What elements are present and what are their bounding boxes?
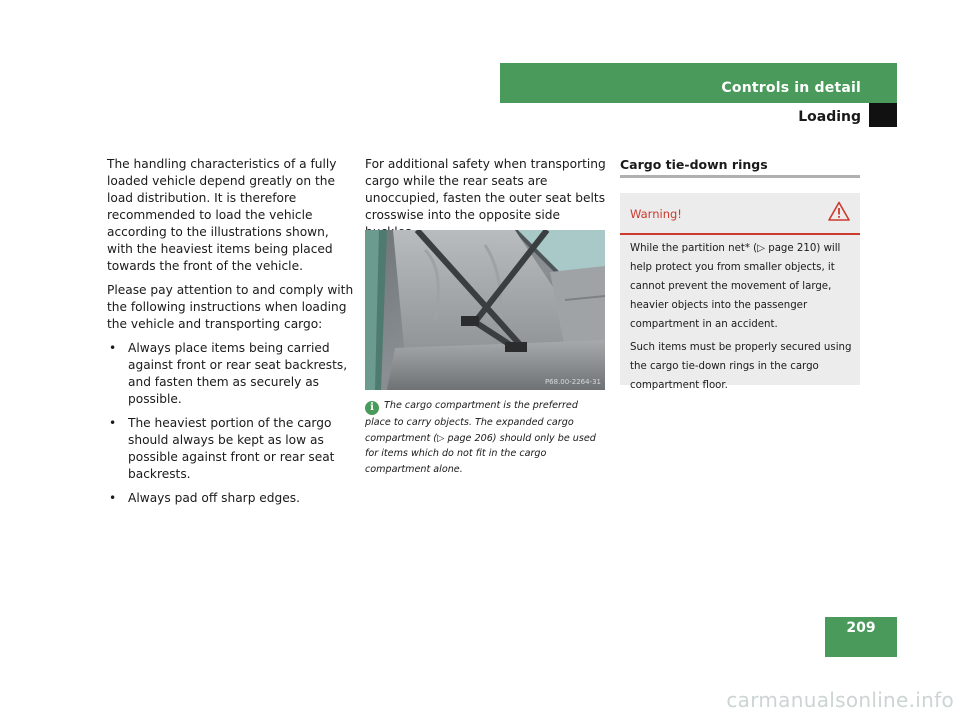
seat-belt-photo: [365, 230, 605, 390]
warning-title: Warning!: [630, 207, 682, 221]
column-loading-text: [107, 156, 355, 514]
watermark: carmanualsonline.info: [726, 688, 954, 712]
list-item: • Always place items being carried against front or rear seat backrests, and fasten them as securely as possible.: [109, 341, 348, 406]
list-item: • Always pad off sharp edges.: [109, 491, 300, 505]
bullet-icon: •: [109, 491, 117, 505]
warning-box: [620, 193, 860, 391]
cargo-rings-heading: Cargo tie-down rings: [620, 157, 768, 172]
intro-paragraph: The handling characteristics of a fully loaded vehicle depend greatly on the load distribution. It is therefore recommended to load the vehicle according to the illustrations shown, with the heaviest items being placed towards the front of the vehicle.: [107, 157, 337, 273]
warning-paragraph: Such items must be properly secured using the cargo tie-down rings in the cargo compartment floor.: [630, 342, 852, 391]
bullet-icon: •: [109, 341, 117, 355]
instruction-paragraph: Please pay attention to and comply with the following instructions when loading the vehicle and transporting cargo:: [107, 283, 354, 331]
warning-triangle-icon: [828, 201, 850, 221]
info-note: [365, 398, 605, 477]
section-title: Controls in detail: [721, 80, 861, 96]
bullet-icon: •: [109, 416, 117, 430]
header-marker: [869, 103, 897, 127]
loading-bullet-list: [107, 340, 355, 507]
warning-divider: [620, 233, 860, 235]
image-code: P68.00-2264-31: [544, 378, 601, 386]
warning-paragraph: While the partition net* (▷ page 210) will help protect you from smaller objects, it cannot prevent the movement of large, heavier objects into the passenger compartment in an accident.: [630, 243, 841, 330]
heading-divider: [620, 175, 860, 178]
warning-body: [630, 239, 858, 399]
info-icon: i: [365, 401, 379, 415]
page-number: 209: [846, 620, 876, 636]
subsection-title: Loading: [798, 109, 861, 125]
info-note-text: The cargo compartment is the preferred place to carry objects. The expanded cargo compartment (▷ page 206) should only be used for items which do not fit in the cargo compartment alone.: [365, 400, 596, 475]
safety-paragraph: For additional safety when transporting cargo while the rear seats are unoccupied, fasten the outer seat belts crosswise into the opposite side: [365, 157, 606, 222]
list-item: • The heaviest portion of the cargo should always be kept as low as possible against front or rear seat backrests.: [109, 416, 335, 481]
